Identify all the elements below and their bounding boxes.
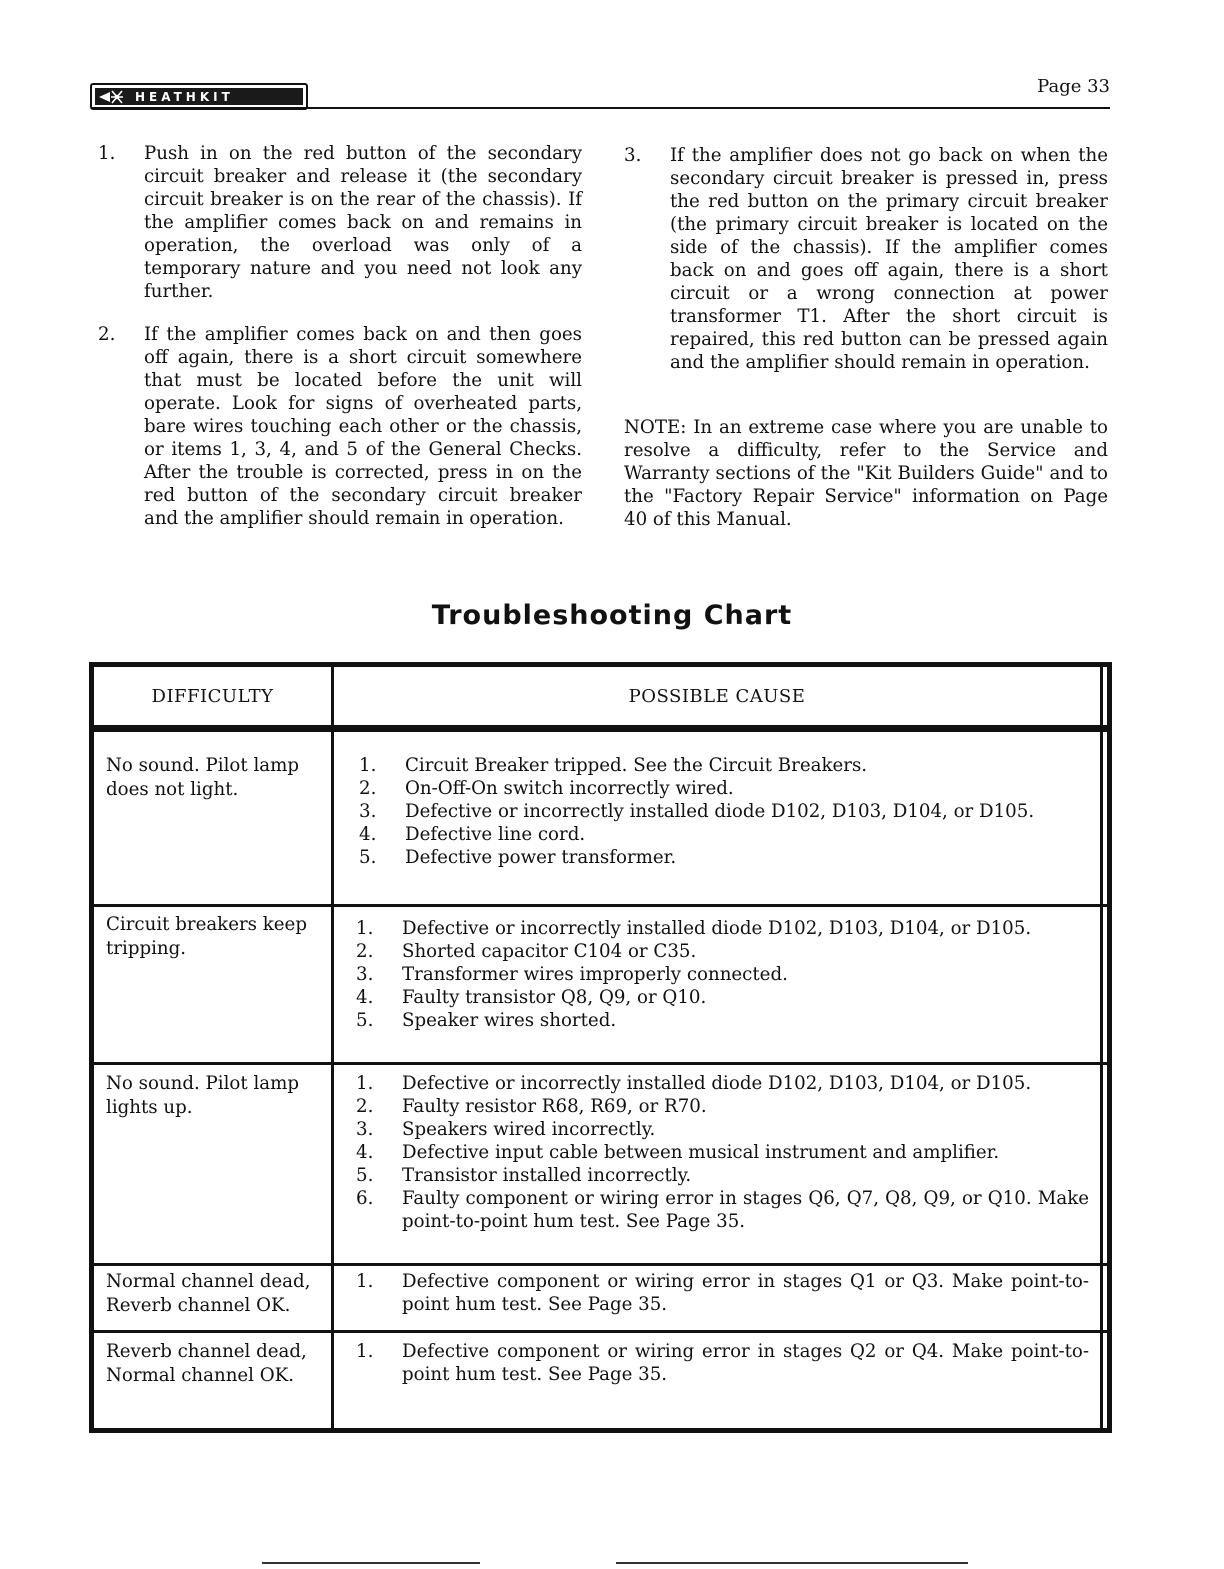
cause-number: 1.	[356, 1073, 374, 1094]
cause-item	[356, 1141, 1089, 1164]
cause-number: 3.	[356, 1119, 374, 1140]
header-rule	[92, 107, 1110, 109]
item-number: 1.	[98, 143, 116, 164]
cause-text: Defective or incorrectly installed diode D102, D103, D104, or D105.	[402, 1073, 1032, 1094]
cause-item	[356, 1118, 1089, 1141]
cause-text: Faulty resistor R68, R69, or R70.	[402, 1096, 707, 1117]
cause-number: 4.	[356, 987, 374, 1008]
cause-text: Circuit Breaker tripped. See the Circuit Breakers.	[405, 755, 868, 776]
header-possible-cause: POSSIBLE CAUSE	[628, 685, 806, 707]
brand-name: HEATHKIT	[135, 89, 234, 104]
cause-item	[359, 777, 1089, 800]
difficulty-cell: Reverb channel dead, Normal channel OK.	[106, 1341, 307, 1386]
cause-text: Faulty component or wiring error in stages Q6, Q7, Q8, Q9, or Q10. Make point-to-point hum test. See Page 35.	[402, 1188, 1089, 1232]
cause-text: Faulty transistor Q8, Q9, or Q10.	[402, 987, 707, 1008]
cause-list	[356, 1270, 1089, 1316]
cause-list	[356, 917, 1089, 1032]
right-column	[624, 144, 1108, 531]
cause-item	[356, 986, 1089, 1009]
cause-item	[356, 1164, 1089, 1187]
list-item	[98, 142, 582, 303]
cause-number: 2.	[356, 941, 374, 962]
cause-item	[359, 754, 1089, 777]
list-item	[624, 144, 1108, 374]
item-text: If the amplifier comes back on and then goes off again, there is a short circuit somewhere that must be located before the unit will operate. Look for signs of overheated parts, bare wires touching each other or the chassis, or items 1, 3, 4, and 5 of the General Checks. After the trouble is corrected, press in on the red button of the secondary circuit breaker and the amplifier should remain in operation.	[144, 324, 582, 529]
cause-item	[356, 917, 1089, 940]
cause-text: On-Off-On switch incorrectly wired.	[405, 778, 734, 799]
cause-list	[356, 1072, 1089, 1233]
list-item	[98, 323, 582, 530]
table-row	[94, 1065, 1107, 1263]
cause-number: 2.	[356, 1096, 374, 1117]
cause-number: 5.	[356, 1165, 374, 1186]
cause-text: Defective input cable between musical instrument and amplifier.	[402, 1142, 1000, 1163]
cause-item	[359, 823, 1089, 846]
cause-number: 3.	[356, 964, 374, 985]
cause-text: Shorted capacitor C104 or C35.	[402, 941, 697, 962]
difficulty-cell: Circuit breakers keep tripping.	[106, 914, 307, 959]
cause-item	[356, 963, 1089, 986]
table-row	[94, 907, 1107, 1062]
difficulty-cell: No sound. Pilot lamp lights up.	[106, 1073, 300, 1118]
cause-text: Speakers wired incorrectly.	[402, 1119, 656, 1140]
cause-number: 2.	[359, 778, 377, 799]
difficulty-cell: Normal channel dead, Reverb channel OK.	[106, 1271, 311, 1316]
cause-number: 4.	[356, 1142, 374, 1163]
page-number: Page 33	[1037, 76, 1110, 97]
cause-item	[359, 800, 1089, 823]
footer-rule-right	[616, 1562, 968, 1564]
table-row	[94, 1266, 1107, 1330]
cause-number: 3.	[359, 801, 377, 822]
cause-item	[356, 940, 1089, 963]
cause-number: 5.	[356, 1010, 374, 1031]
table-header	[94, 667, 1107, 725]
right-inner-border	[1100, 667, 1103, 1428]
cause-item	[356, 1340, 1089, 1386]
logo-emblem-icon	[95, 89, 135, 105]
table-row	[94, 1333, 1107, 1428]
cause-number: 1.	[356, 1341, 374, 1362]
left-column	[98, 142, 582, 550]
item-text: If the amplifier does not go back on when the secondary circuit breaker is pressed in, press the red button on the primary circuit breaker (the primary circuit breaker is located on the side of the chassis). If the amplifier comes back on and goes off again, there is a short circuit or a wrong connection at power transformer T1. After the short circuit is repaired, this red button can be pressed again and the amplifier should remain in operation.	[670, 145, 1108, 373]
cause-text: Defective power transformer.	[405, 847, 677, 868]
cause-text: Defective component or wiring error in stages Q1 or Q3. Make point-to-point hum test. See Page 35.	[402, 1271, 1089, 1315]
cause-number: 6.	[356, 1188, 374, 1209]
cause-item	[356, 1095, 1089, 1118]
column-divider	[331, 667, 334, 1428]
cause-list	[356, 1340, 1089, 1386]
item-number: 2.	[98, 324, 116, 345]
chart-title: Troubleshooting Chart	[431, 600, 793, 631]
cause-number: 1.	[356, 918, 374, 939]
cause-number: 4.	[359, 824, 377, 845]
footer-rule-left	[262, 1562, 480, 1564]
difficulty-cell: No sound. Pilot lamp does not light.	[106, 755, 300, 800]
header-divider	[94, 725, 1107, 732]
table-row	[94, 732, 1107, 904]
cause-text: Defective component or wiring error in stages Q2 or Q4. Make point-to-point hum test. See Page 35.	[402, 1341, 1089, 1385]
heathkit-logo	[90, 83, 308, 110]
cause-item	[359, 846, 1089, 869]
cause-item	[356, 1009, 1089, 1032]
cause-item	[356, 1187, 1089, 1233]
cause-number: 5.	[359, 847, 377, 868]
cause-text: Transistor installed incorrectly.	[402, 1165, 692, 1186]
cause-item	[356, 1270, 1089, 1316]
cause-text: Speaker wires shorted.	[402, 1010, 617, 1031]
troubleshooting-table	[89, 662, 1112, 1433]
cause-item	[356, 1072, 1089, 1095]
cause-number: 1.	[356, 1271, 374, 1292]
item-text: Push in on the red button of the secondary circuit breaker and release it (the secondary circuit breaker is on the rear of the chassis). If the amplifier comes back on and remains in operation, the overload was only of a temporary nature and you need not look any further.	[144, 143, 582, 302]
cause-number: 1.	[359, 755, 377, 776]
note-paragraph: NOTE: In an extreme case where you are unable to resolve a difficulty, refer to the Service and Warranty sections of the "Kit Builders Guide" and to the "Factory Repair Service" information on Page 40 of this Manual.	[624, 417, 1108, 530]
header-difficulty: DIFFICULTY	[151, 685, 274, 707]
item-number: 3.	[624, 145, 642, 166]
cause-text: Defective or incorrectly installed diode D102, D103, D104, or D105.	[402, 918, 1032, 939]
cause-text: Transformer wires improperly connected.	[402, 964, 788, 985]
cause-text: Defective line cord.	[405, 824, 586, 845]
cause-list	[359, 754, 1089, 869]
cause-text: Defective or incorrectly installed diode D102, D103, D104, or D105.	[405, 801, 1035, 822]
